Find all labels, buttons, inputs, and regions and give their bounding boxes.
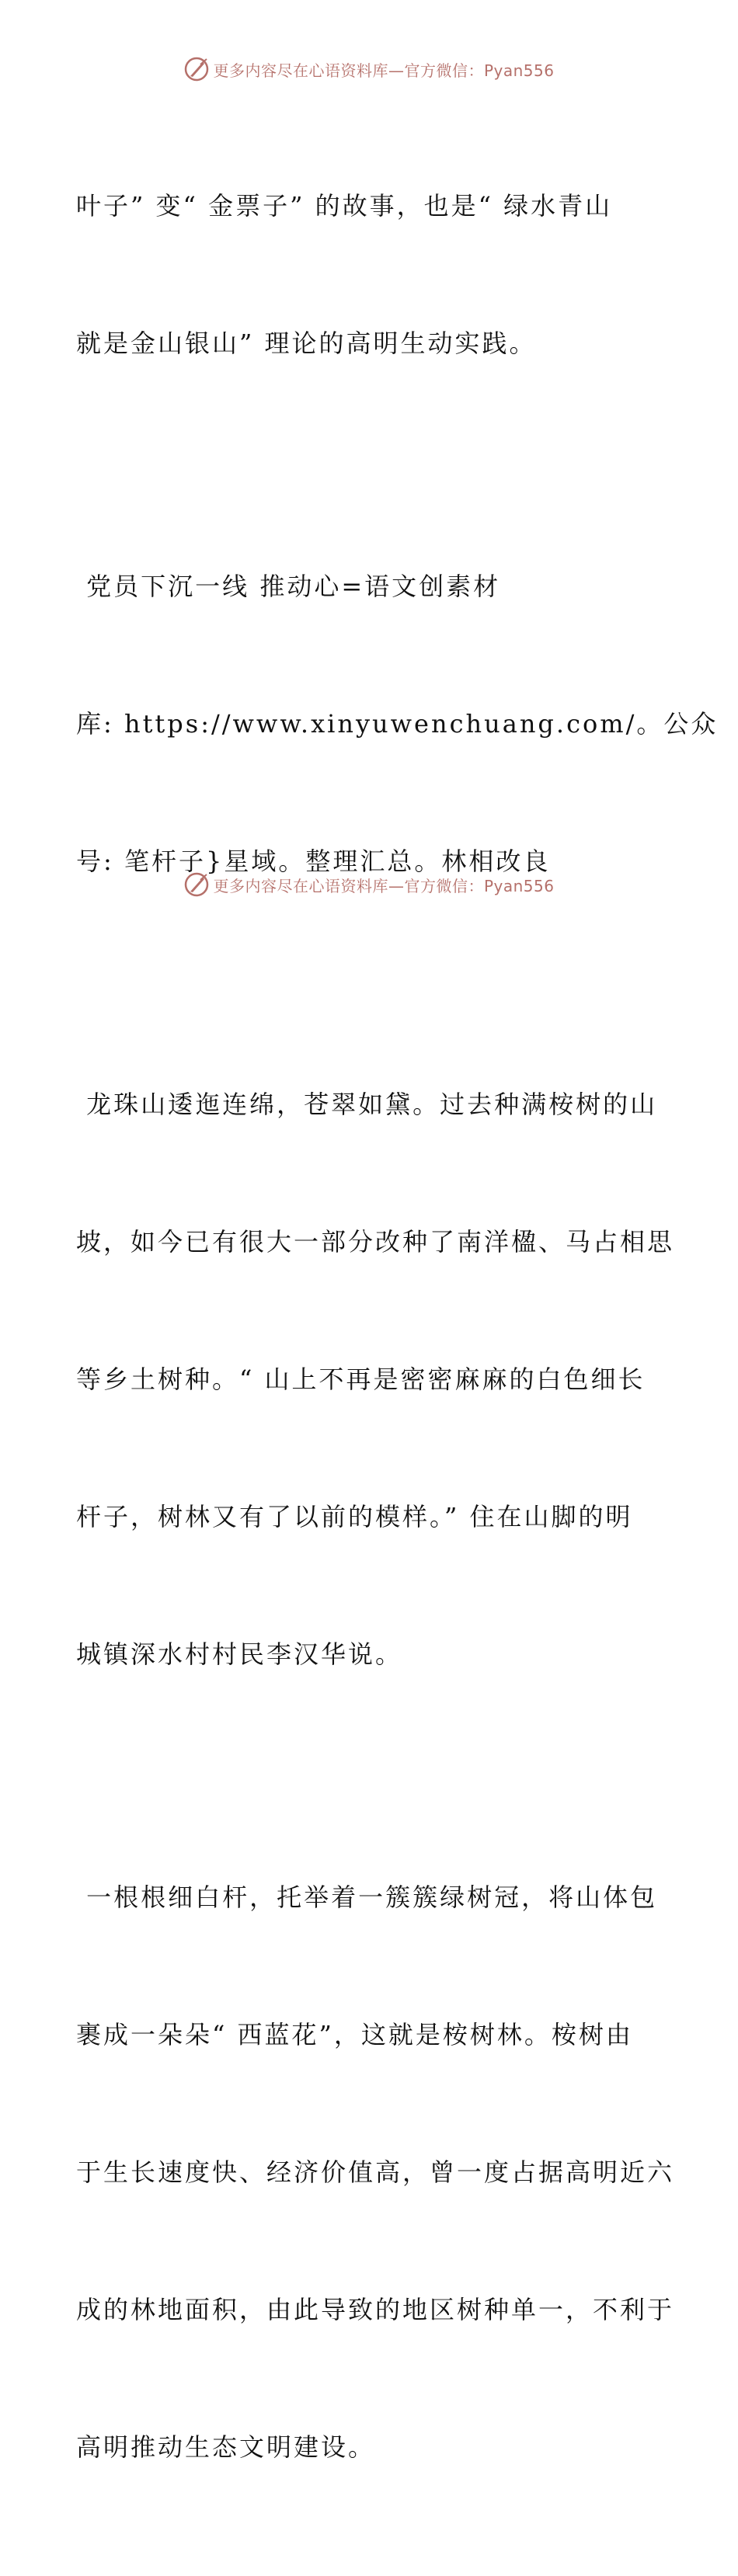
text-line: 成的林地面积，由此导致的地区树种单一，不利于 <box>76 2295 675 2324</box>
document-body <box>76 92 719 2576</box>
text-line: 坡，如今已有很大一部分改种了南洋楹、马占相思 <box>76 1227 675 1257</box>
text-line: 于生长速度快、经济价值高，曾一度占据高明近六 <box>76 2157 675 2187</box>
text-line: 库: https://www.xinyuwenchuang.com/。公众 <box>76 709 719 739</box>
paragraph <box>76 92 674 458</box>
quill-logo-icon <box>183 56 210 82</box>
footer-watermark <box>0 871 738 898</box>
text-line: 杆子，树林又有了以前的模样。” 住在山脚的明 <box>76 1502 633 1531</box>
text-line: 一根根细白杆，托举着一簇簇绿树冠，将山体包 <box>76 1882 658 1912</box>
watermark-text: 更多内容尽在心语资料库—官方微信：Pyan556 <box>213 61 555 80</box>
paragraph <box>76 472 719 976</box>
text-line: 叶子” 变“ 金票子” 的故事，也是“ 绿水青山 <box>76 191 613 221</box>
quill-logo-icon <box>183 871 210 898</box>
header-watermark <box>0 56 738 82</box>
text-line: 党员下沉一线 推动心=语文创素材 <box>76 572 501 601</box>
text-line: 就是金山银山” 理论的高明生动实践。 <box>76 329 537 358</box>
paragraph <box>76 990 674 1769</box>
text-line: 城镇深水村村民李汉华说。 <box>76 1639 403 1669</box>
watermark-text: 更多内容尽在心语资料库—官方微信：Pyan556 <box>213 876 555 895</box>
text-line: 裹成一朵朵“ 西蓝花”，这就是桉树林。桉树由 <box>76 2020 633 2049</box>
text-line: 高明推动生态文明建设。 <box>76 2432 376 2462</box>
text-line: 龙珠山逶迤连绵，苍翠如黛。过去种满桉树的山 <box>76 1090 658 1119</box>
text-line: 等乡土树种。“ 山上不再是密密麻麻的白色细长 <box>76 1364 646 1394</box>
text-line: 号: 笔杆子}星域。整理汇总。林相改良 <box>76 846 551 876</box>
paragraph <box>76 1783 674 2562</box>
